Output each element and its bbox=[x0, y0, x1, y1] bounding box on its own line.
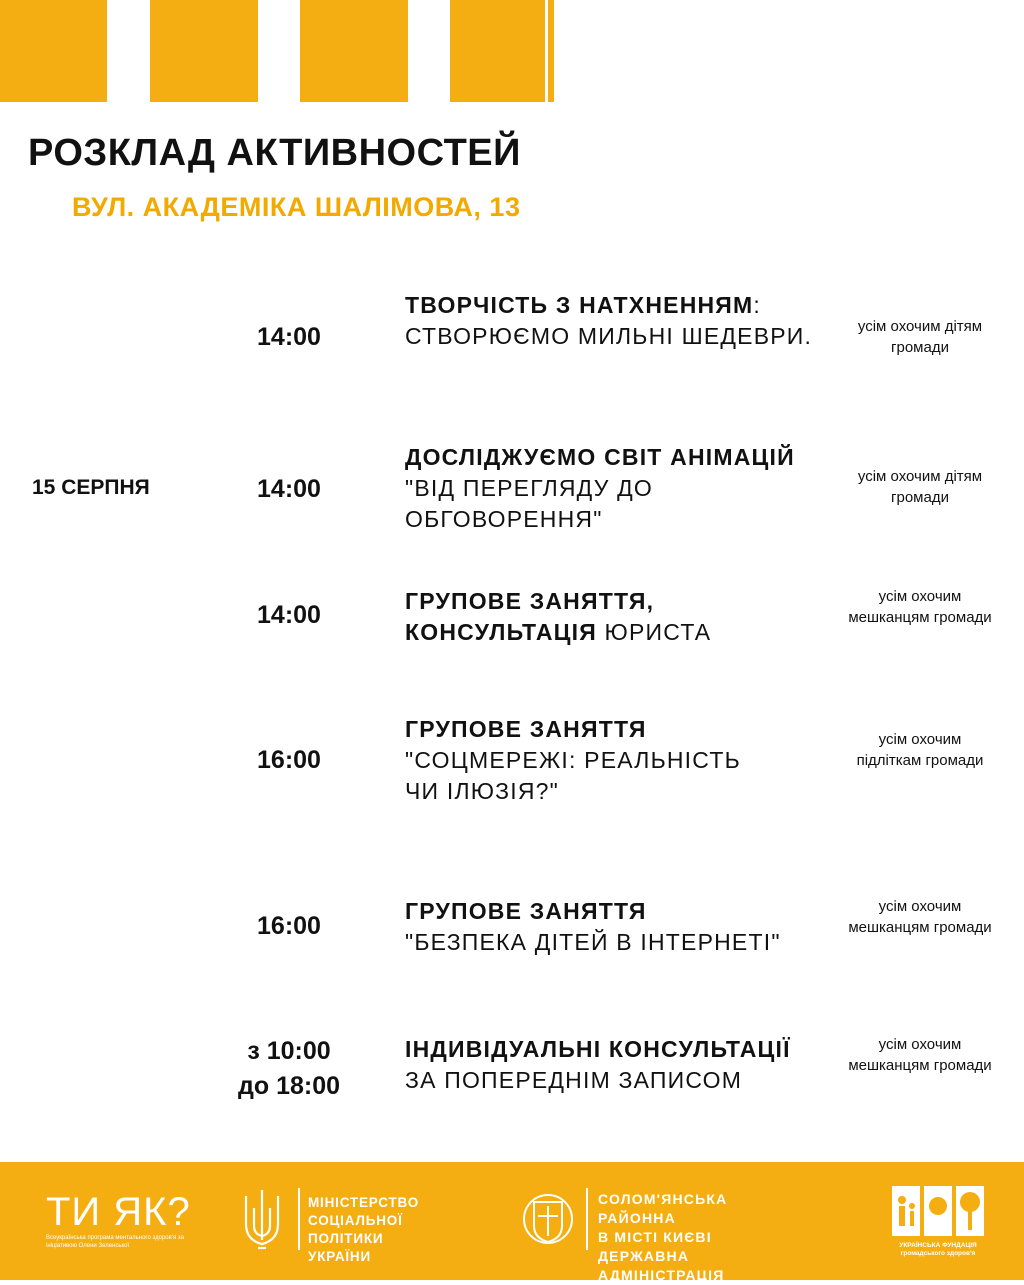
ty-yak-name: ТИ ЯК? bbox=[46, 1190, 191, 1234]
logo-divider bbox=[586, 1188, 588, 1250]
fund-name bbox=[888, 1242, 988, 1258]
event-title-rest: "ВІД ПЕРЕГЛЯДУ ДО ОБГОВОРЕННЯ" bbox=[405, 475, 653, 532]
event-audience: усім охочим дітям громади bbox=[857, 318, 983, 356]
stripe bbox=[0, 0, 107, 102]
ministry-line: СОЦІАЛЬНОЇ ПОЛІТИКИ bbox=[308, 1213, 403, 1246]
event-title-rest: "СОЦМЕРЕЖІ: РЕАЛЬНІСТЬ ЧИ ІЛЮЗІЯ?" bbox=[405, 747, 741, 804]
event-time: 14:00 bbox=[257, 601, 321, 629]
event-title-rest: : СТВОРЮЄМО МИЛЬНІ ШЕДЕВРИ. bbox=[405, 292, 813, 349]
stripe bbox=[300, 0, 408, 102]
event-title-rest: ЗА ПОПЕРЕДНІМ ЗАПИСОМ bbox=[405, 1067, 743, 1093]
ministry-line: МІНІСТЕРСТВО bbox=[308, 1195, 420, 1210]
fund-line: громадського здоров'я bbox=[900, 1250, 976, 1257]
fund-emblem-icon bbox=[888, 1184, 988, 1240]
event-audience: усім охочим дітям громади bbox=[857, 468, 983, 506]
ty-yak-logo bbox=[46, 1190, 206, 1250]
address: ВУЛ. АКАДЕМІКА ШАЛІМОВА, 13 bbox=[72, 192, 521, 222]
event-date: 15 СЕРПНЯ bbox=[32, 476, 150, 499]
stripe bbox=[150, 0, 258, 102]
district-line: ДЕРЖАВНА АДМІНІСТРАЦІЯ bbox=[598, 1248, 725, 1283]
event-title-bold: ГРУПОВЕ ЗАНЯТТЯ bbox=[405, 716, 647, 742]
event-title-rest: "БЕЗПЕКА ДІТЕЙ В ІНТЕРНЕТІ" bbox=[405, 929, 781, 955]
event-time-end: до 18:00 bbox=[237, 1072, 341, 1100]
event-time: 14:00 bbox=[257, 475, 321, 503]
event-title bbox=[405, 896, 825, 958]
event-title bbox=[405, 1034, 825, 1096]
event-time bbox=[214, 1034, 364, 1104]
event-audience: усім охочим мешканцям громади bbox=[848, 1036, 992, 1074]
event-time-start: з 10:00 bbox=[247, 1037, 331, 1065]
event-audience: усім охочим мешканцям громади bbox=[848, 588, 992, 626]
event-time: 14:00 bbox=[257, 323, 321, 351]
district-name bbox=[598, 1190, 727, 1285]
page-title: РОЗКЛАД АКТИВНОСТЕЙ bbox=[28, 132, 521, 174]
event-title bbox=[405, 290, 825, 352]
event-time: 16:00 bbox=[257, 912, 321, 940]
event-title-bold: ДОСЛІДЖУЄМО СВІТ АНІМАЦІЙ bbox=[405, 444, 795, 470]
ministry-name bbox=[308, 1194, 419, 1266]
logo-divider bbox=[298, 1188, 300, 1250]
event-title-bold: ГРУПОВЕ ЗАНЯТТЯ, КОНСУЛЬТАЦІЯ bbox=[405, 588, 655, 645]
district-line: В МІСТІ КИЄВІ bbox=[598, 1229, 712, 1245]
ty-yak-tagline: Всеукраїнська програма ментального здоров'я за ініціативою Олени Зеленської bbox=[46, 1235, 184, 1249]
district-line: СОЛОМ'ЯНСЬКА РАЙОННА bbox=[598, 1191, 728, 1226]
event-time: 16:00 bbox=[257, 746, 321, 774]
footer-logos bbox=[0, 1162, 1024, 1283]
ministry-line: УКРАЇНИ bbox=[308, 1249, 371, 1264]
public-health-fund-logo bbox=[888, 1184, 988, 1257]
coat-of-arms-icon bbox=[520, 1186, 576, 1252]
event-audience: усім охочим підліткам громади bbox=[856, 731, 984, 769]
event-title-bold: ТВОРЧІСТЬ З НАТХНЕННЯМ bbox=[405, 292, 754, 318]
event-title bbox=[405, 714, 765, 807]
fund-line: УКРАЇНСЬКА ФУНДАЦІЯ bbox=[899, 1242, 977, 1249]
header-stripes bbox=[0, 0, 560, 102]
event-title bbox=[405, 442, 825, 535]
event-title-bold: ІНДИВІДУАЛЬНІ КОНСУЛЬТАЦІЇ bbox=[405, 1036, 791, 1062]
trident-icon bbox=[238, 1186, 286, 1252]
event-title bbox=[405, 586, 735, 648]
stripe bbox=[548, 0, 554, 102]
event-audience: усім охочим мешканцям громади bbox=[848, 898, 992, 936]
event-title-bold: ГРУПОВЕ ЗАНЯТТЯ bbox=[405, 898, 647, 924]
event-title-rest: ЮРИСТА bbox=[596, 619, 712, 645]
stripe bbox=[450, 0, 545, 102]
